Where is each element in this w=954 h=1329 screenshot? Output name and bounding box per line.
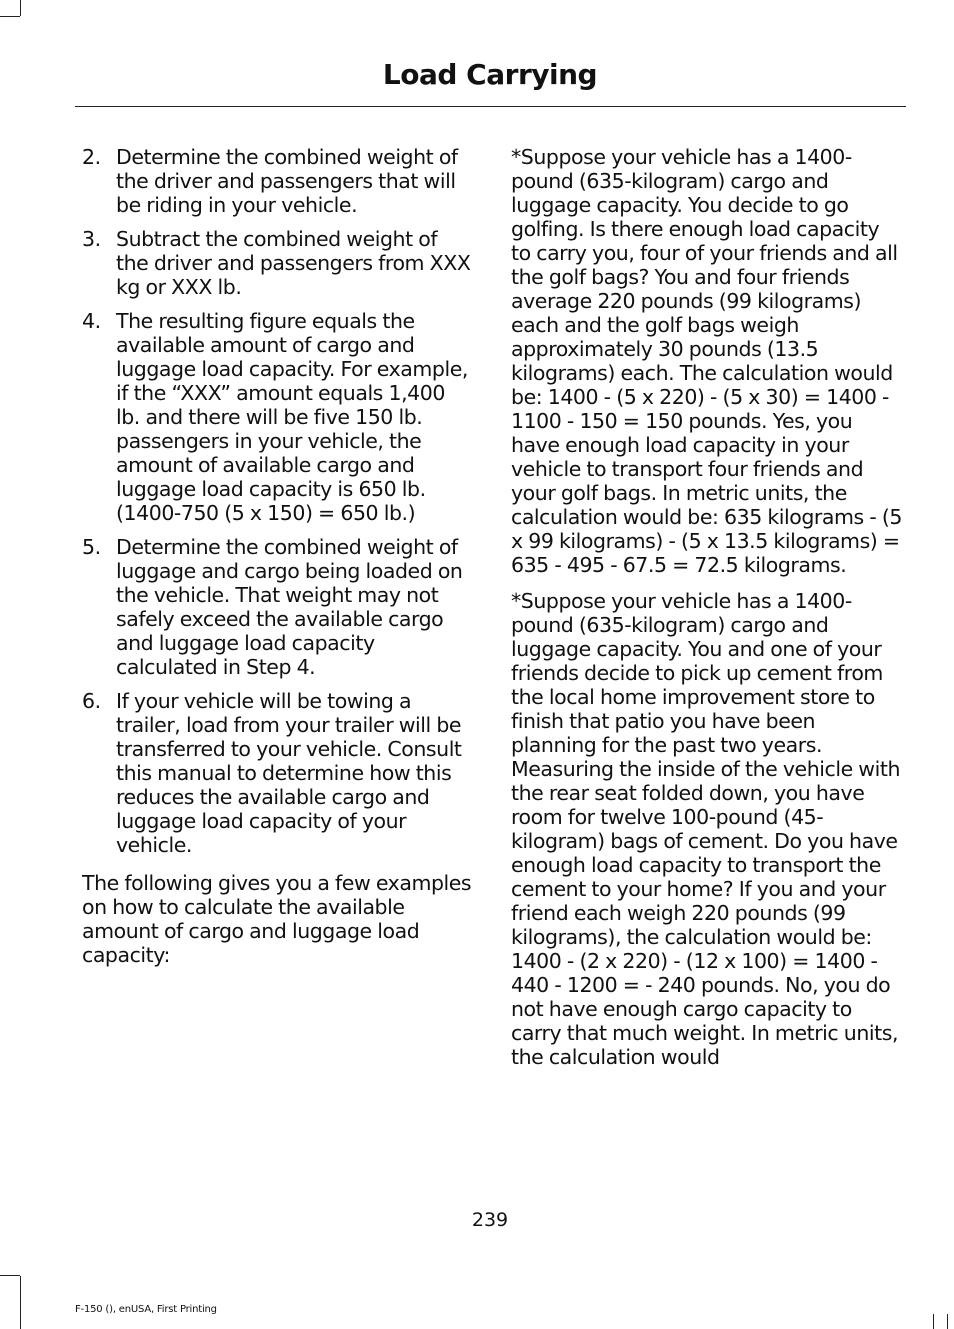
examples-intro: The following gives you a few examples on how to calculate the available amount of cargo and luggage load capacity: [82,871,472,967]
step-number: 6. [82,689,101,713]
step-text: The resulting figure equals the available amount of cargo and luggage load capacity. For example, if the “XXX” amount equals 1,400 lb. and there will be five 150 lb. passengers in your vehicle, the amount of available cargo and luggage load capacity is 650 lb. (1400-750 (5 x 150) = 650 lb.) [116,309,468,525]
step-number: 4. [82,309,101,333]
list-item [82,535,474,679]
crop-mark-bottom-right-vertical-2 [947,1314,948,1329]
right-column [511,145,903,1081]
title-divider [75,106,906,107]
list-item [82,309,474,525]
crop-mark-top-left-horizontal [0,16,20,17]
example-cement: *Suppose your vehicle has a 1400-pound (635-kilogram) cargo and luggage capacity. You and one of your friends decide to pick up cement from the local home improvement store to finish that patio you have been planning for the past two years. Measuring the inside of the vehicle with the rear seat folded down, you have room for twelve 100-pound (45-kilogram) bags of cement. Do you have enough load capacity to transport the cement to your home? If you and your friend each weigh 220 pounds (99 kilograms), the calculation would be: 1400 - (2 x 220) - (12 x 100) = 1400 - 440 - 1200 = - 240 pounds. No, you do not have enough cargo capacity to carry that much weight. In metric units, the calculation would [511,589,901,1069]
step-text: Determine the combined weight of luggage and cargo being loaded on the vehicle. That weight may not safely exceed the available cargo and luggage load capacity calculated in Step 4. [116,535,463,679]
example-golfing: *Suppose your vehicle has a 1400-pound (635-kilogram) cargo and luggage capacity. You decide to go golfing. Is there enough load capacity to carry you, four of your friends and all the golf bags? You and four friends average 220 pounds (99 kilograms) each and the golf bags weigh approximately 30 pounds (13.5 kilograms) each. The calculation would be: 1400 - (5 x 220) - (5 x 30) = 1400 - 1100 - 150 = 150 pounds. Yes, you have enough load capacity in your vehicle to transport four friends and your golf bags. In metric units, the calculation would be: 635 kilograms - (5 x 99 kilograms) - (5 x 13.5 kilograms) = 635 - 495 - 67.5 = 72.5 kilograms. [511,145,902,577]
page-title: Load Carrying [382,58,598,91]
crop-mark-bottom-right-vertical-1 [933,1314,934,1329]
step-text: Subtract the combined weight of the driver and passengers from XXX kg or XXX lb. [116,227,471,299]
list-item [82,689,474,857]
crop-mark-bottom-left-horizontal [0,1275,20,1276]
crop-mark-bottom-left-vertical [20,1276,21,1329]
step-number: 3. [82,227,101,251]
list-item [82,145,474,217]
step-text: Determine the combined weight of the driver and passengers that will be riding in your vehicle. [116,145,458,217]
step-number: 2. [82,145,101,169]
steps-list [82,145,474,857]
step-number: 5. [82,535,101,559]
footer-print-info: F-150 (), enUSA, First Printing [75,1304,217,1315]
crop-mark-top-left-vertical [20,0,21,16]
page-number: 239 [471,1209,509,1231]
list-item [82,227,474,299]
left-column [82,145,474,979]
step-text: If your vehicle will be towing a trailer, load from your trailer will be transferred to your vehicle. Consult this manual to determine how this reduces the available cargo and luggage load capacity of your vehicle. [116,689,462,857]
